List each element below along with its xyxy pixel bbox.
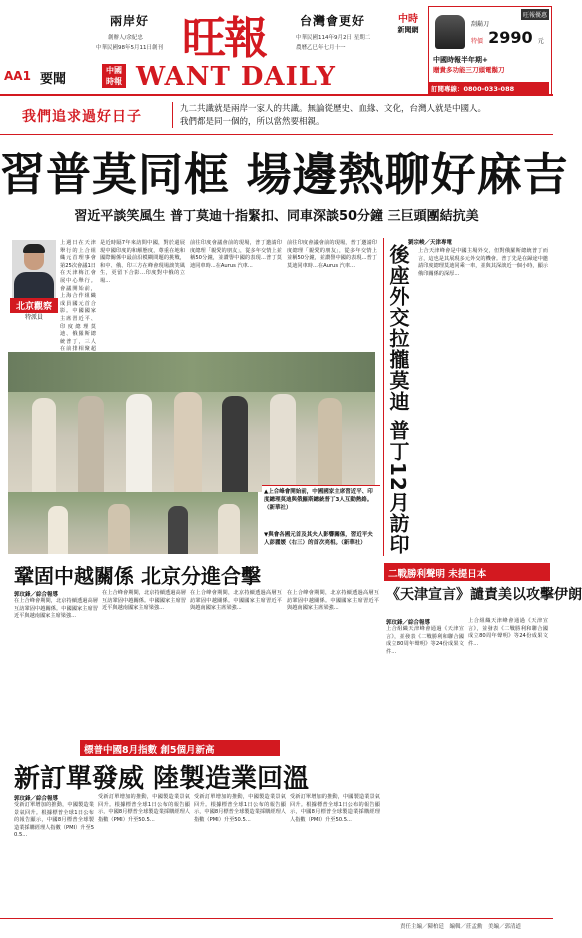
section2-col-1: 在上合峰會期間，北京持續透過高層互訪鞏固中越關係。中國國家主席習近平與越南國家主席梁強... <box>14 598 98 620</box>
slogan-right: 台灣會更好 <box>300 14 366 28</box>
headline: 習普莫同框 場邊熱聊好麻吉 <box>0 148 569 201</box>
subheadline: 習近平談笑風生 普丁莫迪十指緊扣、同車深談50分鐘 三巨頭團結抗美 <box>74 209 479 224</box>
photo-figure-1 <box>32 398 56 492</box>
columnist-hair <box>23 244 45 253</box>
ad-tag: 旺報優惠 <box>521 9 549 20</box>
ad-price-unit: 元 <box>537 38 544 45</box>
ad-hotline: 訂閱專線：0800-033-088 <box>429 82 549 95</box>
ad-price <box>471 28 544 47</box>
second-photo-figure-1 <box>48 506 68 554</box>
columnist-role: 特派員 <box>24 314 43 321</box>
ad-promo-2: 贈貴多功能三刀頭電鬍刀 <box>433 66 505 74</box>
main-story-col-1: 上週日在天津舉行的上合組織元首理事會第25次會議1日在天津梅江會展中心舉行。會議開始前，上海合作組織成員國元首合影。中國國家主席習近平、印度總理莫迪、俄羅斯總統普丁，三人在前排相聚超 <box>60 240 96 353</box>
ad-price-prefix: 特價 <box>471 38 484 45</box>
logo-english: WANT DAILY <box>136 62 336 92</box>
footer-rule <box>0 918 553 919</box>
page-section: 要聞 <box>40 72 67 87</box>
pmi-col-3: 受新訂單增加的推動，中國製造業景氣回升。根據標普全球1日公布的報告顯示，中國8月標普全球製造業採購經理人指數（PMI）升至50.5... <box>194 794 286 823</box>
photo-figure-4 <box>174 392 202 492</box>
issue-date: 中華民國114年9月2日 星期二 <box>296 35 371 41</box>
side-story-title <box>386 244 412 556</box>
newspaper-logo: 旺報 <box>182 13 266 64</box>
photo-figure-7 <box>318 398 342 492</box>
pmi-label <box>80 740 280 756</box>
photo-caption-2: ▼與會各國元首及其夫人影響關係，習近平夫人彭麗媛（右三）的首次亮相。（新華社） <box>264 532 373 546</box>
pmi-col-2: 受新訂單增加的推動，中國製造業景氣回升。根據標普全球1日公布的報告顯示，中國8月標普全球製造業採購經理人指數（PMI）升至50.5... <box>98 794 190 823</box>
photo-figure-3 <box>126 394 152 492</box>
tianjin-col-1: 上合組織天津峰會通過《天津宣言》，並發表《二戰勝利和聯合國成立80周年聲明》等24份成果文件... <box>386 626 464 655</box>
summit-photo <box>8 352 375 492</box>
photo-caption-box <box>262 485 380 532</box>
quote-line-2: 我們都是同一個的，所以當然要相親。 <box>180 117 325 127</box>
tianjin-byline: 郭玟鋒／綜合報導 <box>386 620 431 626</box>
zhongshi-logo <box>393 10 423 35</box>
main-story-col-3: 前往印度會議會前的現場，普丁邀請印度總理「親愛的朋友」，從多年交情上並稱50分鐘，並讚譽中國的表現...普丁莫迪同車時...在Aurus 汽車... <box>190 240 282 269</box>
side-story-title-text: 後座外交拉攏莫迪 普丁12月訪印 <box>386 244 410 555</box>
photo-figure-2 <box>78 396 104 492</box>
side-story-text: 上合天津峰會是中國主場外交，但對俄羅斯總統普丁而言，這也是其展現多元外交的機會。普丁先是在歸途中邀請印度總理莫迪同乘一車，並與其深談近一個小時，顯示俄印關係的深厚... <box>418 248 548 277</box>
columnist-photo <box>12 240 56 302</box>
china-times-label: 中國時報 <box>106 66 122 86</box>
china-times-badge <box>102 64 126 88</box>
pmi-col-1: 受新訂單增加的推動，中國製造業景氣回升。根據標普全球1日公布的報告顯示，中國8月標普全球製造業採購經理人指數（PMI）升至50.5... <box>14 802 94 839</box>
pmi-title: 新訂單發威 陸製造業回溫 <box>14 764 310 794</box>
ad-promo-1: 中國時報半年期+ <box>433 56 488 64</box>
photo-caption: ▲上合峰會開始前，中國國家主席習近平、印度總理莫迪與俄羅斯總統普丁3人互動熱絡。（新華社） <box>264 489 373 511</box>
section2-title: 鞏固中越關係 北京分進合擊 <box>14 564 261 588</box>
zhongshi-logo-top: 中時 <box>398 14 418 25</box>
ad-price-value: 2990 <box>488 28 533 47</box>
motto-bar <box>0 96 553 134</box>
section2-col-2: 在上合峰會期間，北京持續透過高層互訪鞏固中越關係。中國國家主席習近平與越南國家主席梁強... <box>102 590 186 612</box>
main-story-col-2: 是近時隔7年來訪問中國，對於還展現中國印度的和解態度，尊重在地和國際關係中最前沿模糊問題的挑戰，和中、俄、印三方在峰會現場談笑風生，更留下合影...印度對中俄的立場... <box>100 240 185 284</box>
photo-caption-2-box <box>262 531 380 555</box>
masthead <box>0 0 553 96</box>
photo-figure-6 <box>270 394 296 492</box>
motto-rule <box>0 134 553 135</box>
quote-line-1: 九二共識就是兩岸一家人的共識。無論從歷史、血緣、文化，台灣人就是中國人。 <box>180 104 487 114</box>
founder-info: 創辦人/余紀忠 <box>108 35 143 41</box>
editor-credit: 責任主編／陳柏廷 編輯／莊孟勳 美編／郭清道 <box>400 924 522 930</box>
motto-divider <box>172 102 173 128</box>
section2-col-3: 在上合峰會期間，北京持續透過高層互訪鞏固中越關係。中國國家主席習近平與越南國家主席梁強... <box>190 590 282 612</box>
founding-date: 中華民國98年5月11日創刊 <box>96 45 163 51</box>
side-story-rule <box>383 238 384 556</box>
page-code: AA1 <box>4 69 31 83</box>
lunar-date: 農曆乙巳年七月十一 <box>296 45 346 51</box>
pmi-col-4: 受新訂單增加的推動，中國製造業景氣回升。根據標普全球1日公布的報告顯示，中國8月標普全球製造業採購經理人指數（PMI）升至50.5... <box>290 794 380 823</box>
pmi-label-text: 標普中國8月指數 創5個月新高 <box>84 745 215 756</box>
ad-product-label: 刮鬍刀 <box>471 21 490 28</box>
section2-col-4: 在上合峰會期間，北京持續透過高層互訪鞏固中越關係。中國國家主席習近平與越南國家主席梁強... <box>287 590 379 612</box>
motto: 我們追求過好日子 <box>22 109 142 125</box>
tianjin-label <box>384 563 550 581</box>
pmi-byline: 郭玟鋒／綜合報導 <box>14 796 59 802</box>
columnist-badge: 北京觀察 <box>10 298 58 313</box>
subscription-ad[interactable] <box>428 6 552 96</box>
second-photo-figure-4 <box>218 504 240 554</box>
second-photo <box>8 492 258 554</box>
photo-backdrop <box>8 352 375 392</box>
second-photo-figure-2 <box>108 504 130 554</box>
tianjin-label-text: 二戰勝利聲明 未提日本 <box>388 569 487 580</box>
second-photo-figure-3 <box>168 506 188 554</box>
side-story-byline: 劉宗峻／天津專電 <box>408 240 453 246</box>
photo-figure-5 <box>222 396 248 492</box>
section2-byline: 郭玟鋒／綜合報導 <box>14 592 59 598</box>
slogan-left: 兩岸好 <box>110 14 150 28</box>
tianjin-title: 《天津宣言》譴責美以攻擊伊朗 <box>386 587 582 603</box>
razor-image <box>435 15 465 49</box>
tianjin-col-2: 上合組織天津峰會通過《天津宣言》，並發表《二戰勝利和聯合國成立80周年聲明》等24份成果文件... <box>468 618 548 647</box>
main-story-col-4: 前往印度會議會前的現場，普丁邀請印度總理「親愛的朋友」，從多年交情上並稱50分鐘，並讚譽中國的表現...普丁莫迪同車時...在Aurus 汽車... <box>287 240 377 269</box>
zhongshi-logo-bottom: 新聞網 <box>397 26 419 34</box>
